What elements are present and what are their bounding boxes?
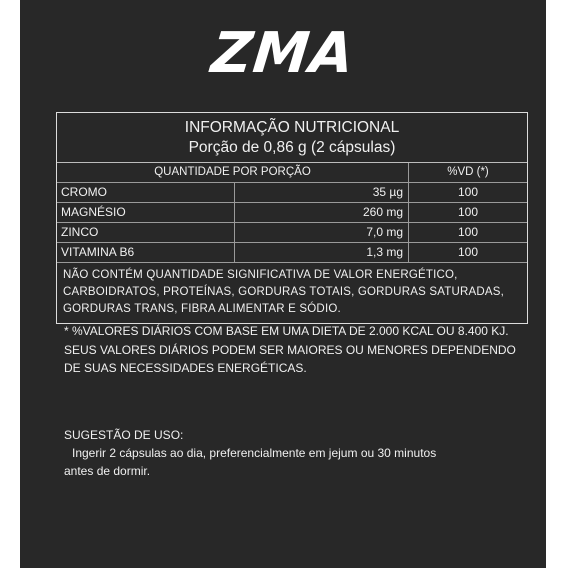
- nutrient-amount: 260 mg: [235, 203, 409, 222]
- not-significant-note: [57, 263, 527, 323]
- nutrient-vd: 100: [457, 245, 479, 259]
- nutrient-vd: 100: [457, 205, 479, 219]
- label-panel: [20, 0, 546, 568]
- table-header: [57, 113, 527, 163]
- product-logo: ZMA: [208, 21, 358, 86]
- nutrient-name: CROMO: [57, 183, 235, 202]
- nutrient-name: VITAMINA B6: [57, 243, 235, 262]
- table-row: [57, 203, 527, 223]
- nutrient-name: ZINCO: [57, 223, 235, 242]
- table-row: [57, 243, 527, 263]
- usage-suggestion: [64, 426, 534, 480]
- vd-header: %VD (*): [447, 166, 489, 178]
- usage-line: antes de dormir.: [64, 464, 151, 478]
- not-significant-line: GORDURAS TRANS, FIBRA ALIMENTAR E SÓDIO.: [63, 303, 341, 315]
- nutrient-amount: 7,0 mg: [235, 223, 409, 242]
- nutrient-amount: 35 µg: [235, 183, 409, 202]
- nutrition-table: [56, 112, 528, 324]
- portion-size: Porção de 0,86 g (2 cápsulas): [188, 139, 396, 156]
- table-title: INFORMAÇÃO NUTRICIONAL: [184, 119, 400, 136]
- daily-values-footnote: [64, 322, 534, 378]
- usage-line: Ingerir 2 cápsulas ao dia, preferencialmente em jejum ou 30 minutos: [72, 446, 437, 460]
- nutrient-name: MAGNÉSIO: [57, 203, 235, 222]
- usage-title: SUGESTÃO DE USO:: [64, 428, 184, 442]
- footnote-line: SEUS VALORES DIÁRIOS PODEM SER MAIORES OU MENORES DEPENDENDO: [64, 342, 516, 357]
- quantity-header: QUANTIDADE POR PORÇÃO: [57, 163, 409, 182]
- nutrient-vd: 100: [457, 225, 479, 239]
- table-row: [57, 223, 527, 243]
- nutrient-amount: 1,3 mg: [235, 243, 409, 262]
- nutrient-vd: 100: [457, 185, 479, 199]
- usage-text: [64, 444, 534, 480]
- not-significant-line: CARBOIDRATOS, PROTEÍNAS, GORDURAS TOTAIS, GORDURAS SATURADAS,: [63, 286, 504, 298]
- footnote-line: * %VALORES DIÁRIOS COM BASE EM UMA DIETA DE 2.000 KCAL OU 8.400 KJ.: [64, 324, 509, 338]
- table-row: [57, 183, 527, 203]
- not-significant-line: NÃO CONTÉM QUANTIDADE SIGNIFICATIVA DE VALOR ENERGÉTICO,: [63, 269, 458, 281]
- column-header-row: [57, 163, 527, 183]
- footnote-line: DE SUAS NECESSIDADES ENERGÉTICAS.: [64, 361, 307, 375]
